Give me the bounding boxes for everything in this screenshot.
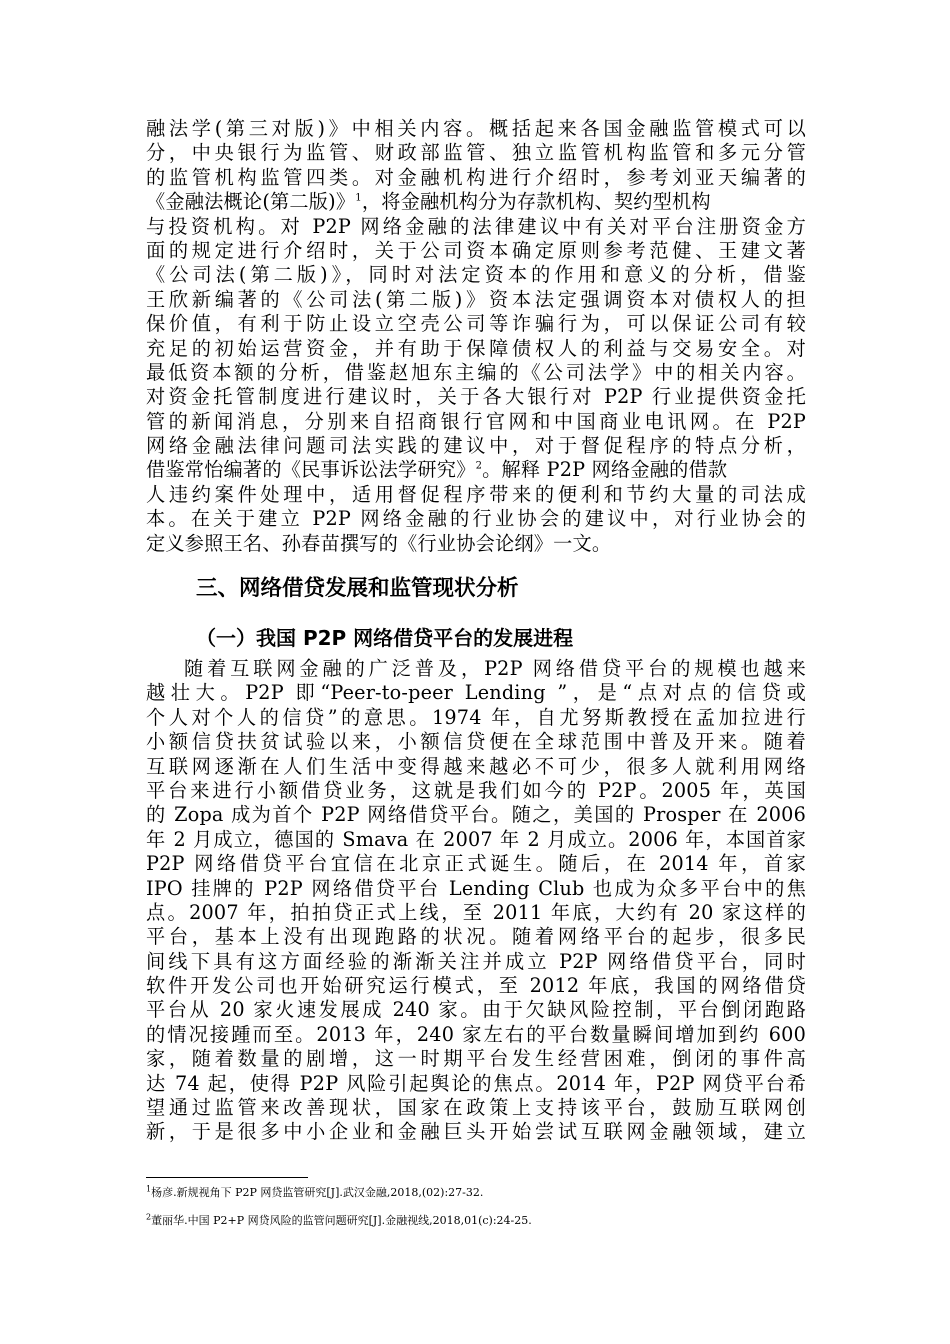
text-line: 面的规定进行介绍时，关于公司资本确定原则参考范健、王建文著	[146, 238, 806, 262]
section-heading: 三、网络借贷发展和监管现状分析	[196, 576, 519, 601]
text-line: 人违约案件处理中，适用督促程序带来的便利和节约大量的司法成	[146, 482, 806, 506]
footnote-1	[146, 1186, 483, 1200]
text-line	[146, 458, 806, 482]
paragraph-p2p-history	[146, 657, 806, 1145]
text-line: 随着互联网金融的广泛普及，P2P 网络借贷平台的规模也越来	[184, 657, 806, 680]
text-line: 软件开发公司也开始研究运行模式，至 2012 年底，我国的网络借贷	[146, 974, 806, 998]
text-line: 充足的初始运营资金，并有助于保障债权人的利益与交易安全。对	[146, 336, 806, 360]
subsection-heading: （一）我国 P2P 网络借贷平台的发展进程	[196, 626, 574, 650]
text-line: 个人对个人的信贷”的意思。1974 年，自尤努斯教授在孟加拉进行	[146, 705, 806, 729]
text-line: 年 2 月成立，德国的 Smava 在 2007 年 2 月成立。2006 年，本国首家	[146, 827, 806, 851]
footnote-separator	[146, 1177, 308, 1178]
text-line: 越壮大。P2P 即“Peer-to-peer Lending ”，是“点对点的信贷或	[146, 681, 806, 705]
text-line: 最低资本额的分析，借鉴赵旭东主编的《公司法学》中的相关内容。	[146, 360, 806, 384]
text-segment: 《金融法概论(第二版)》	[146, 190, 356, 214]
text-line: 新，于是很多中小企业和金融巨头开始尝试互联网金融领域，建立	[146, 1120, 806, 1144]
text-line: IPO 挂牌的 P2P 网络借贷平台 Lending Club 也成为众多平台中的焦	[146, 876, 806, 900]
text-line: 平台来进行小额借贷业务，这就是我们如今的 P2P。2005 年，英国	[146, 778, 806, 802]
footnote-ref: 2	[475, 461, 483, 473]
text-line: 的 Zopa 成为首个 P2P 网络借贷平台。随之，美国的 Prosper 在 2006	[146, 803, 806, 827]
text-line: 本。在关于建立 P2P 网络金融的行业协会的建议中，对行业协会的	[146, 507, 806, 531]
text-line: 平台，基本上没有出现跑路的状况。随着网络平台的起步，很多民	[146, 925, 806, 949]
text-line: 达 74 起，使得 P2P 风险引起舆论的焦点。2014 年，P2P 网贷平台希	[146, 1071, 806, 1095]
text-line: 管的新闻消息，分别来自招商银行官网和中国商业电讯网。在 P2P	[146, 409, 806, 433]
text-line: 的情况接踵而至。2013 年，240 家左右的平台数量瞬间增加到约 600	[146, 1022, 806, 1046]
text-line: 点。2007 年，拍拍贷正式上线，至 2011 年底，大约有 20 家这样的	[146, 900, 806, 924]
footnote-mark: 1	[146, 1184, 152, 1194]
footnote-text: 董丽华.中国 P2+P 网贷风险的监管问题研究[J].金融视线,2018,01(c):24-25.	[151, 1214, 532, 1227]
text-line: 对资金托管制度进行建议时，关于各大银行对 P2P 行业提供资金托	[146, 385, 806, 409]
text-line: 网络金融法律问题司法实践的建议中，对于督促程序的特点分析，	[146, 434, 806, 458]
text-line: 的监管机构监管四类。对金融机构进行介绍时，参考刘亚天编著的	[146, 165, 806, 189]
text-line: 王欣新编著的《公司法(第二版)》资本法定强调资本对债权人的担	[146, 287, 806, 311]
text-line: 家，随着数量的剧增，这一时期平台发生经营困难，倒闭的事件高	[146, 1047, 806, 1071]
text-segment: 。解释 P2P 网络金融的借款	[482, 458, 728, 482]
text-line: P2P 网络借贷平台宜信在北京正式诞生。随后，在 2014 年，首家	[146, 852, 806, 876]
text-line: 与投资机构。对 P2P 网络金融的法律建议中有关对平台注册资金方	[146, 214, 806, 238]
text-line: 望通过监管来改善现状，国家在政策上支持该平台，鼓励互联网创	[146, 1096, 806, 1120]
text-segment: 借鉴常怡编著的《民事诉讼法学研究》	[146, 458, 476, 482]
footnote-text: 杨彦.新规视角下 P2P 网贷监管研究[J].武汉金融,2018,(02):27-32.	[151, 1186, 484, 1199]
text-segment: ，将金融机构分为存款机构、契约型机构	[361, 190, 711, 214]
text-line	[146, 190, 806, 214]
text-line: 定义参照王名、孙春苗撰写的《行业协会论纲》一文。	[146, 531, 612, 555]
text-line: 间线下具有这方面经验的渐渐关注并成立 P2P 网络借贷平台，同时	[146, 949, 806, 973]
text-line: 互联网逐渐在人们生活中变得越来越必不可少，很多人就利用网络	[146, 754, 806, 778]
footnote-mark: 2	[146, 1212, 152, 1222]
footnote-2	[146, 1214, 532, 1228]
footnote-ref: 1	[355, 192, 362, 204]
text-line: 保价值，有利于防止设立空壳公司等诈骗行为，可以保证公司有较	[146, 312, 806, 336]
text-line: 小额信贷扶贫试验以来，小额信贷便在全球范围中普及开来。随着	[146, 730, 806, 754]
text-line: 平台从 20 家火速发展成 240 家。由于欠缺风险控制，平台倒闭跑路	[146, 998, 806, 1022]
text-line: 《公司法(第二版)》，同时对法定资本的作用和意义的分析，借鉴	[146, 263, 806, 287]
text-line: 融法学(第三对版)》中相关内容。概括起来各国金融监管模式可以	[146, 117, 806, 140]
paragraph-literature-review	[146, 117, 806, 556]
text-line: 分，中央银行为监管、财政部监管、独立监管机构监管和多元分管	[146, 141, 806, 165]
